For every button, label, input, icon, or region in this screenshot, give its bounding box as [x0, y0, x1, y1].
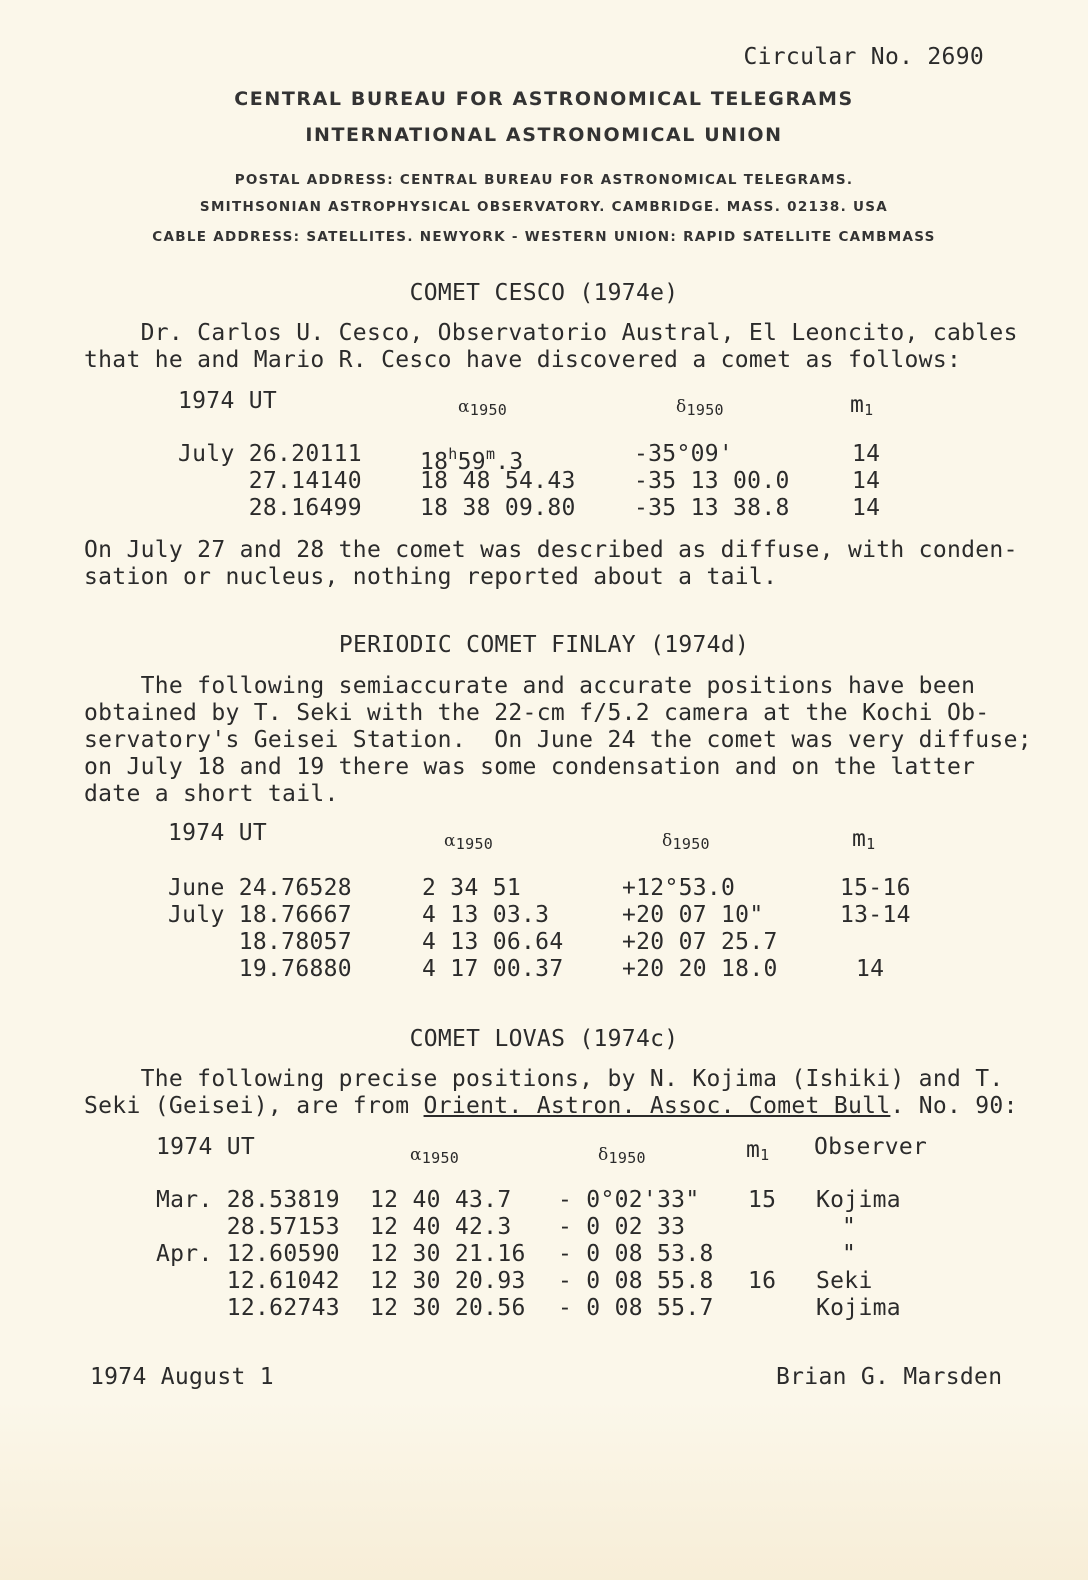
table-cell-observer: Kojima — [816, 1295, 901, 1321]
table-cell-date: Mar. 28.53819 — [156, 1187, 340, 1213]
author-signature: Brian G. Marsden — [776, 1364, 1003, 1390]
lovas-para-line2: Seki (Geisei), are from Orient. Astron. Assoc. Comet Bull. No. 90: — [84, 1093, 1018, 1119]
cesco-col-ra: $\alpha_{1950}$ — [458, 397, 508, 419]
cesco-note-line2: sation or nucleus, nothing reported about a tail. — [84, 564, 778, 590]
table-cell-date: June 24.76528 — [168, 875, 352, 901]
org-union: INTERNATIONAL ASTRONOMICAL UNION — [305, 124, 783, 146]
finlay-para-line5: date a short tail. — [84, 781, 339, 807]
table-cell-ra: 12 30 21.16 — [370, 1241, 526, 1267]
finlay-col-ra: $\alpha_{1950}$ — [444, 831, 494, 853]
cesco-col-ut: 1974 UT — [178, 388, 278, 414]
table-cell-observer: " — [842, 1241, 857, 1267]
table-cell-date: 27.14140 — [178, 468, 362, 494]
finlay-col-dec: $\delta_{1950}$ — [662, 831, 710, 853]
table-cell-dec: - 0 02 33 — [558, 1214, 686, 1240]
table-cell-dec: -35 13 00.0 — [634, 468, 790, 494]
lovas-col-mag: $m_1$ — [746, 1137, 770, 1164]
table-cell-dec: - 0°02'33" — [558, 1187, 700, 1213]
table-cell-date: Apr. 12.60590 — [156, 1241, 340, 1267]
table-cell-mag: 15 — [748, 1187, 777, 1213]
table-cell-mag: 14 — [856, 956, 885, 982]
table-cell-dec: - 0 08 55.7 — [558, 1295, 714, 1321]
finlay-col-mag: $m_1$ — [852, 826, 876, 853]
cesco-intro-line1: Dr. Carlos U. Cesco, Observatorio Austral, El Leoncito, cables — [84, 320, 1018, 346]
postal-address-line1: POSTAL ADDRESS: CENTRAL BUREAU FOR ASTRONOMICAL TELEGRAMS. — [234, 172, 854, 188]
table-cell-dec: - 0 08 55.8 — [558, 1268, 714, 1294]
table-cell-dec: +20 07 10" — [622, 902, 764, 928]
table-cell-date: 28.57153 — [156, 1214, 340, 1240]
table-cell-ra: 4 13 03.3 — [422, 902, 550, 928]
cesco-intro-line2: that he and Mario R. Cesco have discovered a comet as follows: — [84, 347, 962, 373]
table-cell-ra: 2 34 51 — [422, 875, 522, 901]
finlay-para-line3: servatory's Geisei Station. On June 24 the comet was very diffuse; — [84, 727, 1032, 753]
cesco-col-dec: $\delta_{1950}$ — [676, 397, 724, 419]
table-cell-date: 12.62743 — [156, 1295, 340, 1321]
circular-number: Circular No. 2690 — [743, 44, 984, 70]
table-cell-ra: 12 30 20.93 — [370, 1268, 526, 1294]
table-cell-ra: 12 40 43.7 — [370, 1187, 512, 1213]
table-cell-dec: -35 13 38.8 — [634, 495, 790, 521]
table-cell-ra: 12 30 20.56 — [370, 1295, 526, 1321]
cable-address: CABLE ADDRESS: SATELLITES. NEWYORK - WESTERN UNION: RAPID SATELLITE CAMBMASS — [152, 229, 936, 245]
table-cell-mag: 13-14 — [840, 902, 911, 928]
table-cell-ra: 18 48 54.43 — [420, 468, 576, 494]
cesco-note-line1: On July 27 and 28 the comet was described as diffuse, with conden- — [84, 537, 1018, 563]
lovas-title: COMET LOVAS (1974c) — [409, 1026, 679, 1052]
table-cell-dec: +12°53.0 — [622, 875, 736, 901]
org-name: CENTRAL BUREAU FOR ASTRONOMICAL TELEGRAMS — [234, 88, 854, 110]
table-cell-date: 12.61042 — [156, 1268, 340, 1294]
finlay-para-line2: obtained by T. Seki with the 22-cm f/5.2 camera at the Kochi Ob- — [84, 700, 990, 726]
finlay-para-line1: The following semiaccurate and accurate positions have been — [84, 673, 976, 699]
table-cell-observer: " — [842, 1214, 857, 1240]
paper-stain — [0, 1400, 1088, 1580]
lovas-col-observer: Observer — [814, 1134, 928, 1160]
lovas-col-ut: 1974 UT — [156, 1134, 256, 1160]
table-cell-date: July 26.20111 — [178, 441, 362, 467]
table-cell-date: July 18.76667 — [168, 902, 352, 928]
finlay-title: PERIODIC COMET FINLAY (1974d) — [338, 632, 750, 658]
table-cell-ra: 18 38 09.80 — [420, 495, 576, 521]
cesco-col-mag: $m_1$ — [850, 392, 874, 419]
table-cell-dec: -35°09' — [634, 441, 734, 467]
lovas-para-line1: The following precise positions, by N. Kojima (Ishiki) and T. — [84, 1066, 1004, 1092]
table-cell-mag: 15-16 — [840, 875, 911, 901]
lovas-col-dec: $\delta_{1950}$ — [598, 1145, 646, 1167]
table-cell-observer: Kojima — [816, 1187, 901, 1213]
table-cell-dec: +20 20 18.0 — [622, 956, 778, 982]
finlay-col-ut: 1974 UT — [168, 820, 268, 846]
table-cell-mag: 16 — [748, 1268, 777, 1294]
cesco-title: COMET CESCO (1974e) — [409, 280, 679, 306]
table-cell-dec: - 0 08 53.8 — [558, 1241, 714, 1267]
table-cell-mag: 14 — [852, 468, 881, 494]
table-cell-observer: Seki — [816, 1268, 873, 1294]
postal-address-line2: SMITHSONIAN ASTROPHYSICAL OBSERVATORY. CAMBRIDGE. MASS. 02138. USA — [199, 199, 889, 215]
finlay-para-line4: on July 18 and 19 there was some condensation and on the latter — [84, 754, 976, 780]
circular-date: 1974 August 1 — [90, 1364, 274, 1390]
table-cell-ra: 4 17 00.37 — [422, 956, 564, 982]
table-cell-ra: 12 40 42.3 — [370, 1214, 512, 1240]
table-cell-dec: +20 07 25.7 — [622, 929, 778, 955]
table-cell-date: 28.16499 — [178, 495, 362, 521]
table-cell-mag: 14 — [852, 441, 881, 467]
table-cell-ra: 18$^h$59$^m$.3 — [420, 445, 524, 475]
table-cell-mag: 14 — [852, 495, 881, 521]
lovas-col-ra: $\alpha_{1950}$ — [410, 1145, 460, 1167]
table-cell-date: 18.78057 — [168, 929, 352, 955]
table-cell-ra: 4 13 06.64 — [422, 929, 564, 955]
table-cell-date: 19.76880 — [168, 956, 352, 982]
bulletin-reference: Orient. Astron. Assoc. Comet Bull — [423, 1093, 891, 1119]
